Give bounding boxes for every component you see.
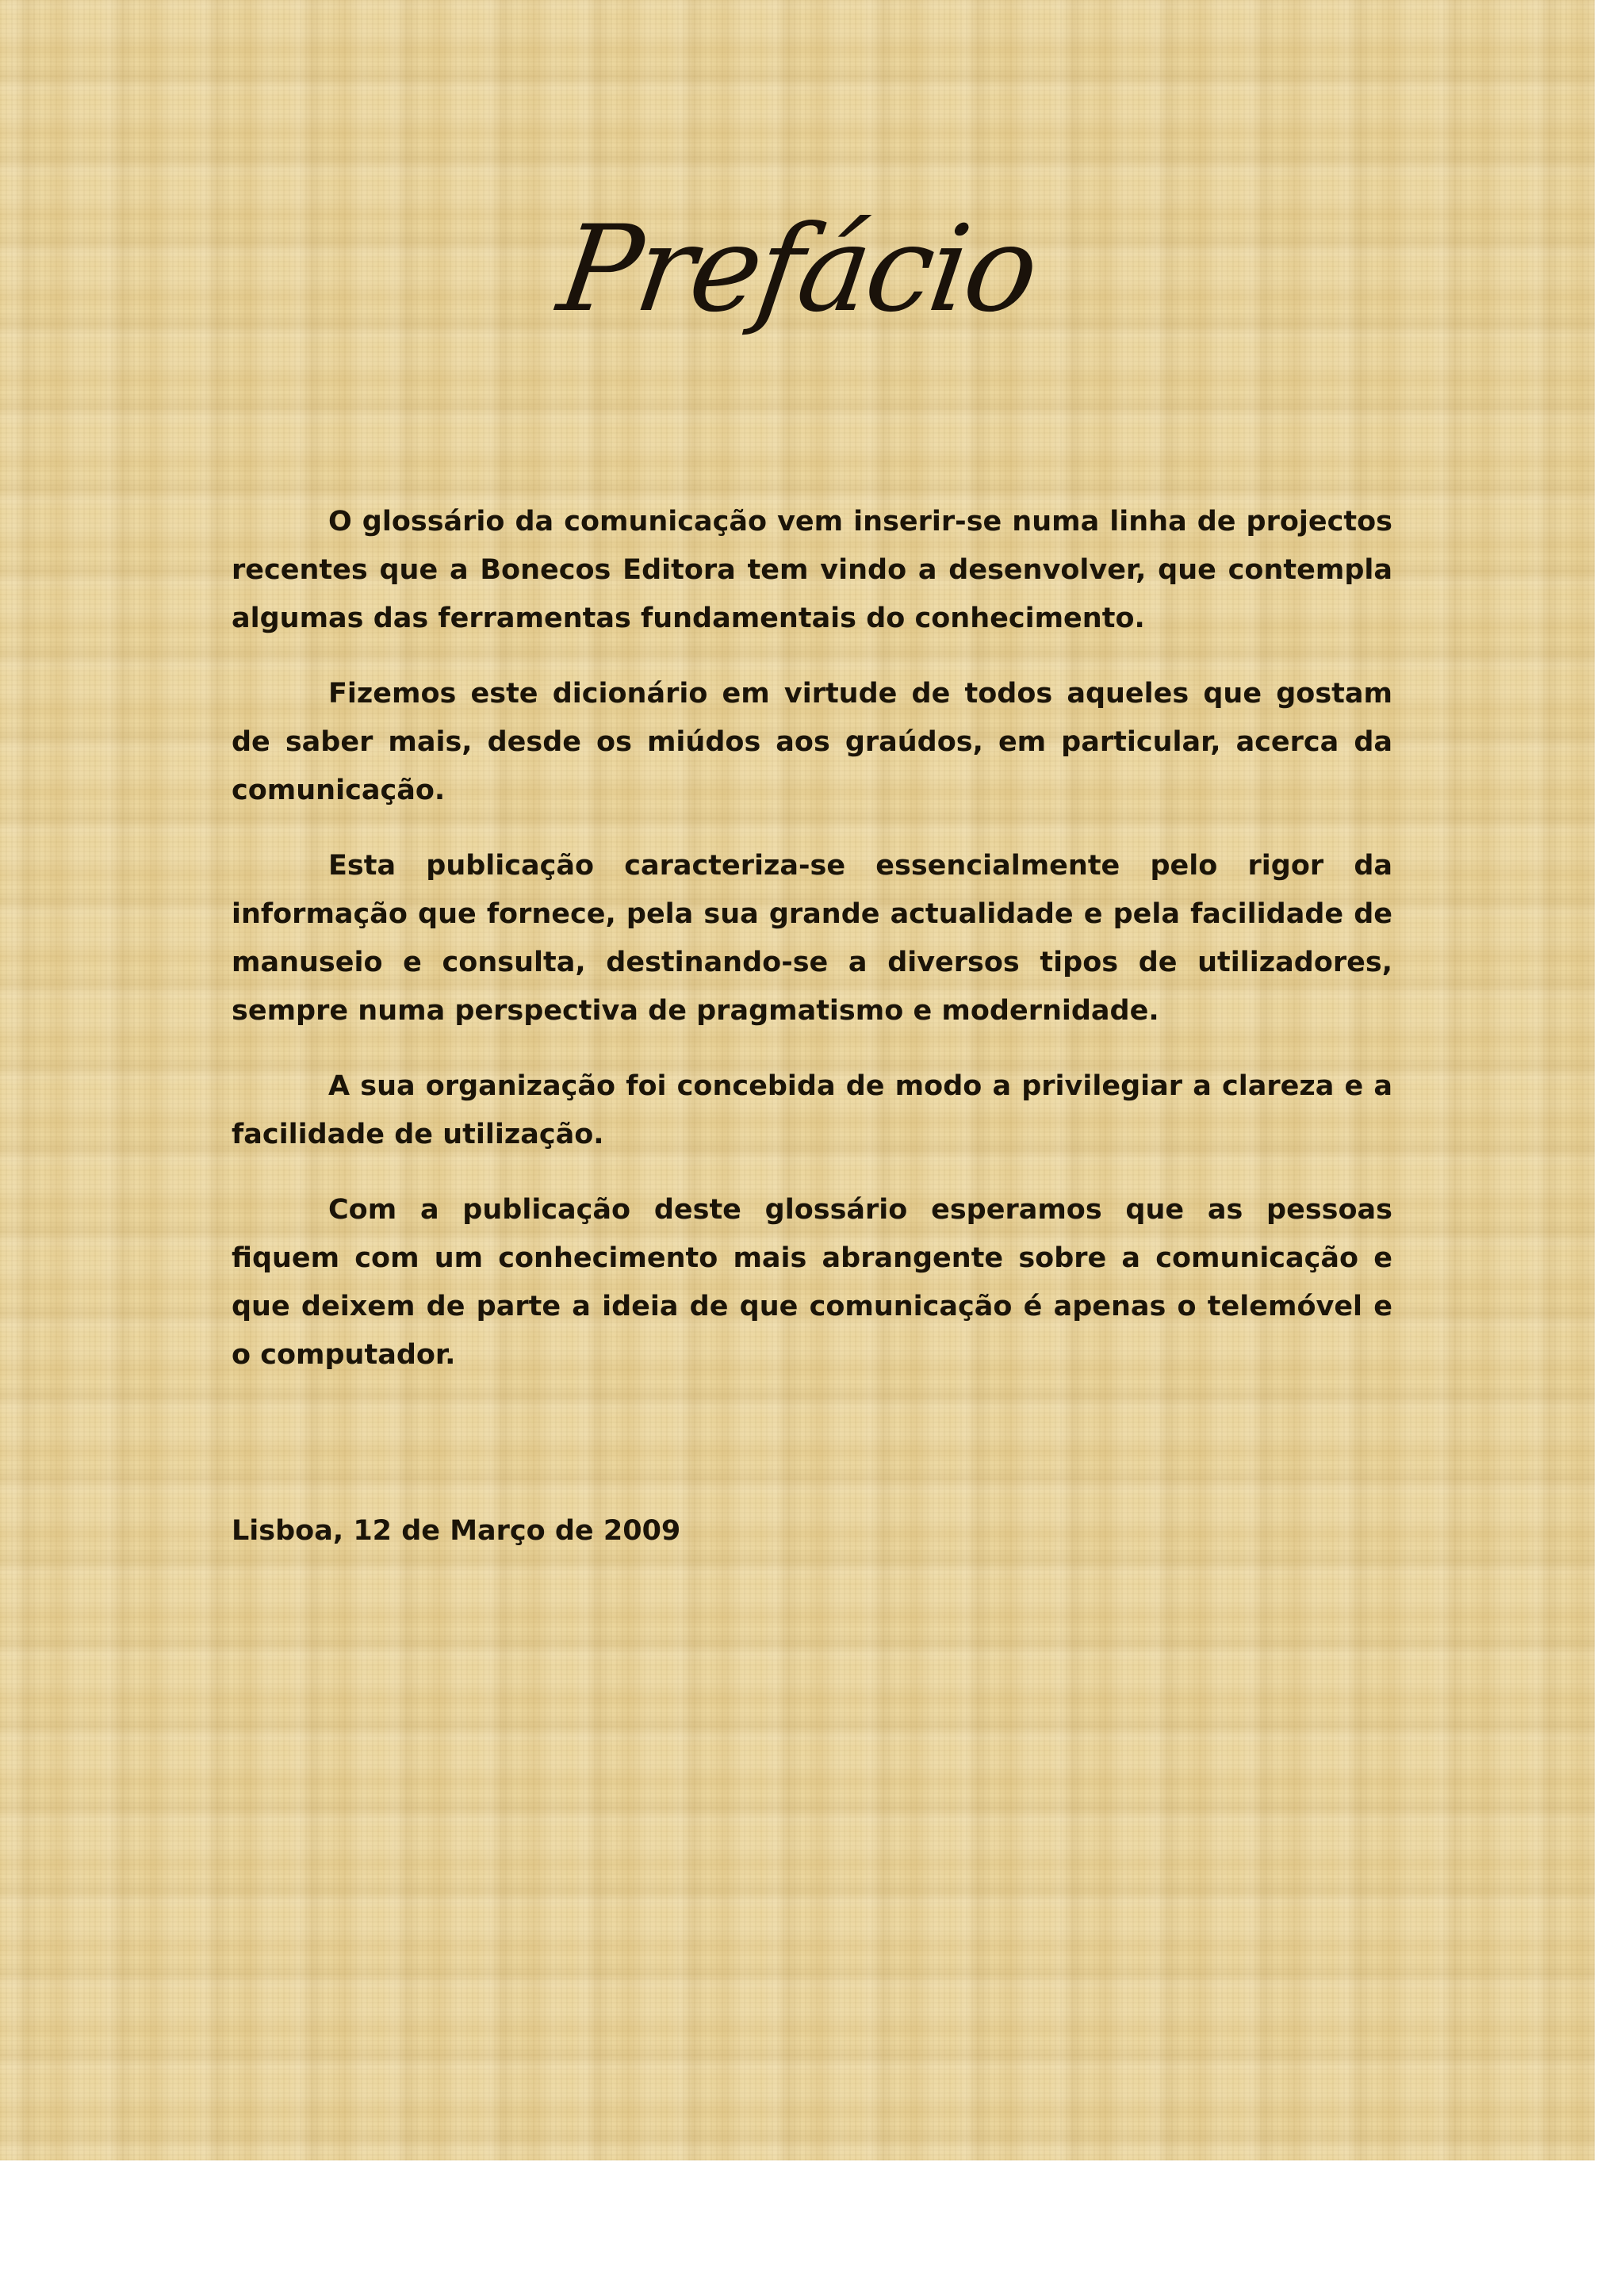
page-title: Prefácio bbox=[550, 201, 1044, 339]
paragraph: O glossário da comunicação vem inserir-se numa linha de projectos recentes que a Bonecos Editora tem vindo a desenvolver, que contempla algumas das ferramentas fundamentais do conhecimento. bbox=[232, 506, 1392, 634]
paragraph: Fizemos este dicionário em virtude de todos aqueles que gostam de saber mais, desde os miúdos aos graúdos, em particular, acerca da comunicação. bbox=[232, 678, 1392, 806]
paragraph: A sua organização foi concebida de modo a privilegiar a clareza e a facilidade de utilização. bbox=[232, 1070, 1392, 1150]
preface-body bbox=[232, 498, 1392, 1406]
paragraph: Esta publicação caracteriza-se essencialmente pelo rigor da informação que fornece, pela sua grande actualidade e pela facilidade de manuseio e consulta, destinando-se a diversos tipos de utilizadores, sempre numa perspectiva de pragmatismo e modernidade. bbox=[232, 850, 1392, 1027]
paragraph: Com a publicação deste glossário esperamos que as pessoas fiquem com um conhecimento mais abrangente sobre a comunicação e que deixem de parte a ideia de que comunicação é apenas o telemóvel e o computador. bbox=[232, 1194, 1392, 1371]
place-date-signature: Lisboa, 12 de Março de 2009 bbox=[232, 1515, 681, 1547]
